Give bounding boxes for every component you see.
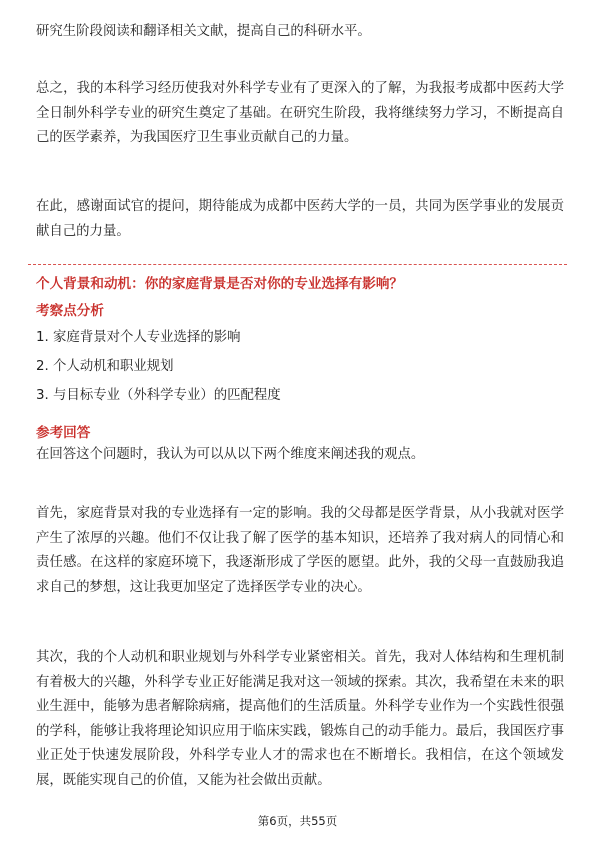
answer-label: 参考回答 <box>36 425 91 441</box>
page-number: 第6页，共55页 <box>257 814 338 828</box>
question-title: 个人背景和动机：你的家庭背景是否对你的专业选择有影响？ <box>36 276 404 292</box>
analysis-item-1: 1. 家庭背景对个人专业选择的影响 <box>36 330 241 345</box>
intro-paragraph-2: 总之，我的本科学习经历使我对外科学专业有了更深入的了解，为我报考成都中医药大学全日制外科学专业的研究生奠定了基础。在研究生阶段，我将继续努力学习，不断提高自己的医学素养，为我国医疗卫生事业贡献自己的力量。 <box>36 81 564 146</box>
intro-paragraph-3: 在此，感谢面试官的提问，期待能成为成都中医药大学的一员，共同为医学事业的发展贡献自己的力量。 <box>36 199 564 239</box>
analysis-item-3: 3. 与目标专业（外科学专业）的匹配程度 <box>36 388 281 403</box>
intro-paragraph-1: 研究生阶段阅读和翻译相关文献，提高自己的科研水平。 <box>36 24 371 39</box>
section-divider <box>28 264 567 265</box>
answer-paragraph-3: 其次，我的个人动机和职业规划与外科学专业紧密相关。首先，我对人体结构和生理机制有着极大的兴趣，外科学专业正好能满足我对这一领域的探索。其次，我希望在未来的职业生涯中，能够为患者解除病痛，提高他们的生活质量。外科学专业作为一个实践性很强的学科，能够让我将理论知识应用于临床实践，锻炼自己的动手能力。最后，我国医疗事业正处于快速发展阶段，外科学专业人才的需求也在不断增长。我相信，在这个领域发展，既能实现自己的价值，又能为社会做出贡献。 <box>36 650 564 788</box>
analysis-item-2: 2. 个人动机和职业规划 <box>36 359 174 374</box>
answer-paragraph-2: 首先，家庭背景对我的专业选择有一定的影响。我的父母都是医学背景，从小我就对医学产生了浓厚的兴趣。他们不仅让我了解了医学的基本知识，还培养了我对病人的同情心和责任感。在这样的家庭环境下，我逐渐形成了学医的愿望。此外，我的父母一直鼓励我追求自己的梦想，这让我更加坚定了选择医学专业的决心。 <box>36 506 564 595</box>
answer-paragraph-1: 在回答这个问题时，我认为可以从以下两个维度来阐述我的观点。 <box>36 447 425 462</box>
analysis-label: 考察点分析 <box>36 303 104 319</box>
